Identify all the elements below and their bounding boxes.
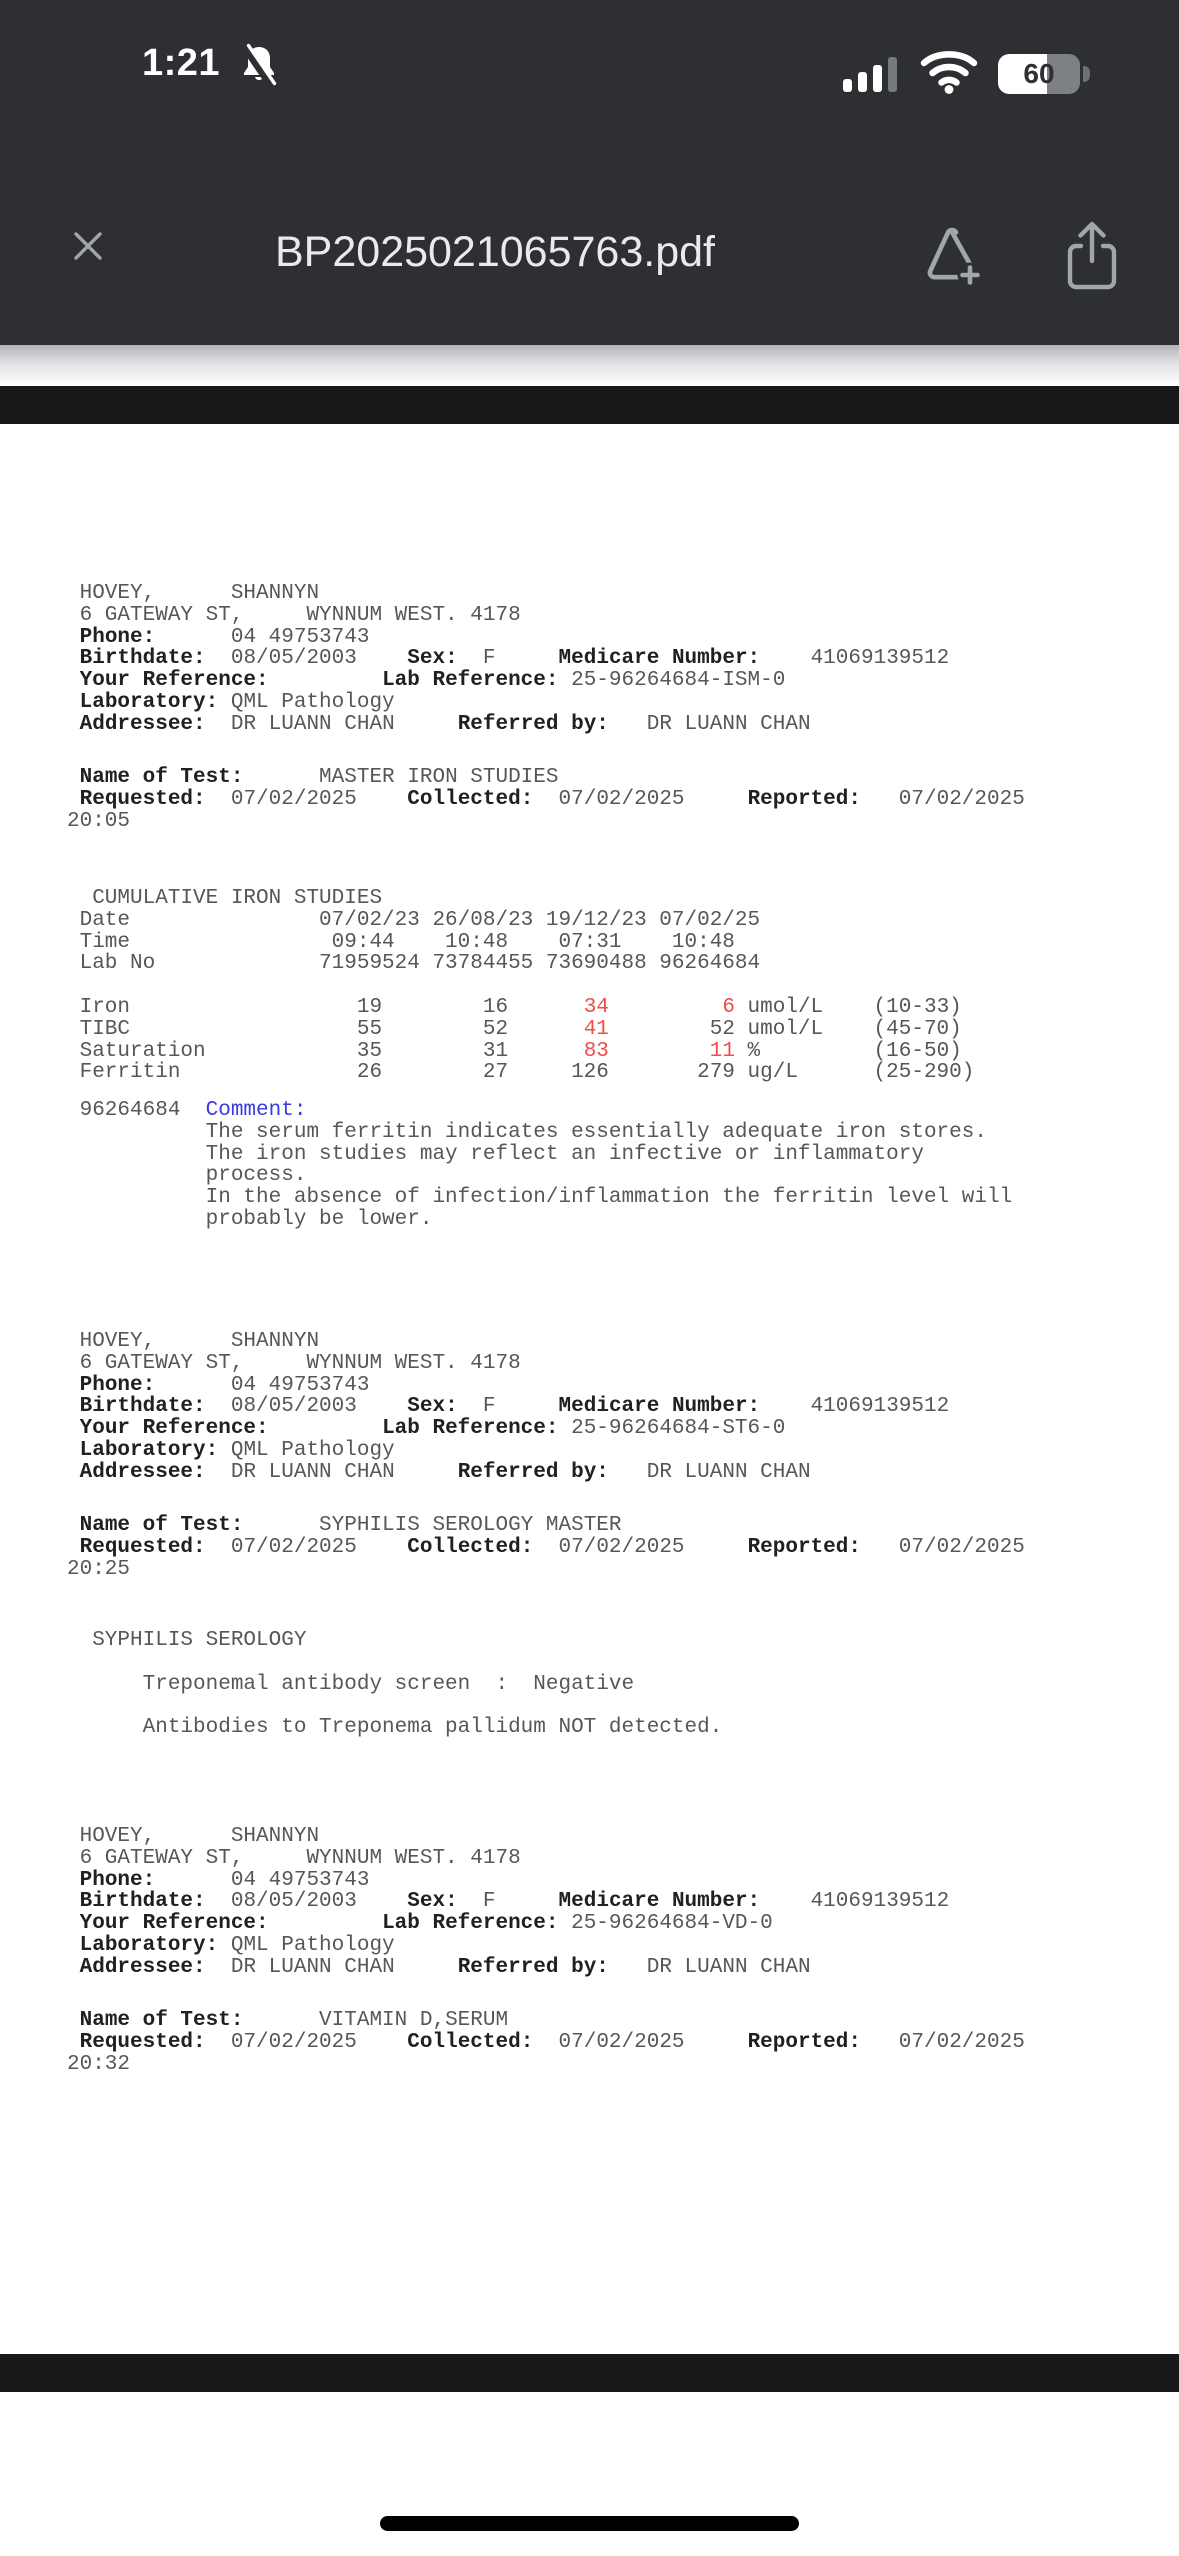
report-line: Date 07/02/23 26/08/23 19/12/23 07/02/25	[67, 908, 761, 932]
battery-cap	[1083, 66, 1090, 82]
report-line: The serum ferritin indicates essentially adequate iron stores.	[67, 1120, 987, 1144]
report-line: Requested: 07/02/2025 Collected: 07/02/2025 Reported: 07/02/2025	[79, 1535, 1025, 1559]
report-line: HOVEY, SHANNYN	[67, 1825, 320, 1848]
report-line: Saturation 35 31 83 11 % (16-50)	[67, 1039, 962, 1063]
patient-block-1	[67, 583, 949, 736]
home-indicator[interactable]	[380, 2516, 799, 2531]
cellular-signal-icon	[843, 54, 897, 92]
report-line: Iron 19 16 34 6 umol/L (10-33)	[67, 996, 962, 1019]
report-line: 6 GATEWAY ST, WYNNUM WEST. 4178	[67, 1351, 521, 1375]
report-line: SYPHILIS SEROLOGY	[67, 1629, 307, 1652]
report-line: Your Reference: Lab Reference: 25-96264684-ISM-0	[79, 669, 786, 693]
report-line: Antibodies to Treponema pallidum NOT detected.	[67, 1716, 723, 1740]
report-line: 96264684 Comment:	[67, 1099, 307, 1122]
report-line: Laboratory: QML Pathology	[79, 1933, 395, 1957]
add-to-drive-icon	[914, 220, 990, 301]
document-title: BP2025021065763.pdf	[275, 228, 715, 276]
report-line: Addressee: DR LUANN CHAN Referred by: DR LUANN CHAN	[79, 1955, 811, 1979]
report-line: 6 GATEWAY ST, WYNNUM WEST. 4178	[67, 1846, 521, 1870]
report-line: Birthdate: 08/05/2003 Sex: F Medicare Number: 41069139512	[79, 1890, 950, 1914]
header-shadow	[0, 345, 1179, 386]
close-x-icon	[67, 225, 109, 272]
report-line: Laboratory: QML Pathology	[79, 1438, 395, 1462]
top-chrome	[0, 0, 1179, 345]
report-line: CUMULATIVE IRON STUDIES	[67, 887, 383, 910]
report-line: HOVEY, SHANNYN	[67, 1330, 320, 1353]
report-line: Your Reference: Lab Reference: 25-96264684-ST6-0	[79, 1417, 786, 1441]
report-line: Birthdate: 08/05/2003 Sex: F Medicare Number: 41069139512	[79, 1395, 950, 1419]
report-line: TIBC 55 52 41 52 umol/L (45-70)	[67, 1017, 962, 1041]
report-line: Time 09:44 10:48 07:31 10:48	[67, 930, 735, 954]
report-line: 20:25	[67, 1557, 131, 1581]
report-line: Addressee: DR LUANN CHAN Referred by: DR LUANN CHAN	[79, 712, 811, 736]
cumulative-iron-studies-header	[67, 888, 760, 975]
battery-icon	[998, 54, 1080, 94]
page-gap-top	[0, 386, 1179, 424]
notifications-off-icon	[238, 42, 280, 93]
report-line: Laboratory: QML Pathology	[79, 690, 395, 714]
report-line: Name of Test: VITAMIN D,SERUM	[79, 2009, 509, 2032]
patient-block-2	[67, 1331, 949, 1484]
report-line: The iron studies may reflect an infective or inflammatory	[67, 1142, 924, 1166]
report-line: Phone: 04 49753743	[79, 1373, 370, 1397]
report-line: Your Reference: Lab Reference: 25-96264684-VD-0	[79, 1912, 773, 1936]
report-line: process.	[67, 1164, 307, 1188]
report-line: Name of Test: MASTER IRON STUDIES	[79, 766, 559, 789]
test-block-3	[67, 2010, 1025, 2075]
syphilis-serology-results	[67, 1630, 722, 1739]
close-button[interactable]	[58, 218, 118, 278]
report-line: Treponemal antibody screen : Negative	[67, 1672, 635, 1696]
status-time: 1:21	[142, 42, 221, 84]
report-line: HOVEY, SHANNYN	[67, 582, 320, 605]
report-line	[67, 1652, 722, 1674]
page-gap-bottom	[0, 2354, 1179, 2392]
report-line: In the absence of infection/inflammation the ferritin level will	[67, 1186, 1013, 1210]
test-block-1	[67, 767, 1025, 832]
comment-block	[67, 1100, 1012, 1231]
report-line: Requested: 07/02/2025 Collected: 07/02/2025 Reported: 07/02/2025	[79, 787, 1025, 811]
ios-share-icon	[1063, 219, 1121, 300]
add-to-drive-button[interactable]	[912, 218, 992, 302]
report-line: Requested: 07/02/2025 Collected: 07/02/2025 Reported: 07/02/2025	[79, 2030, 1025, 2054]
share-button[interactable]	[1056, 216, 1128, 302]
report-line: probably be lower.	[67, 1207, 433, 1231]
report-line	[67, 1695, 722, 1717]
report-line: Name of Test: SYPHILIS SEROLOGY MASTER	[79, 1514, 622, 1537]
report-line: Lab No 71959524 73784455 73690488 96264684	[67, 952, 761, 976]
patient-block-3	[67, 1826, 949, 1979]
test-block-2	[67, 1515, 1025, 1580]
report-line: 6 GATEWAY ST, WYNNUM WEST. 4178	[67, 603, 521, 627]
report-line: 20:05	[67, 809, 131, 833]
wifi-icon	[920, 50, 978, 99]
report-line: Ferritin 26 27 126 279 ug/L (25-290)	[67, 1061, 975, 1085]
report-line: Phone: 04 49753743	[79, 1868, 370, 1892]
report-line: Addressee: DR LUANN CHAN Referred by: DR LUANN CHAN	[79, 1460, 811, 1484]
report-line: Phone: 04 49753743	[79, 625, 370, 649]
report-line: Birthdate: 08/05/2003 Sex: F Medicare Number: 41069139512	[79, 647, 950, 671]
battery-percent: 60	[1023, 58, 1055, 89]
iron-results-table	[67, 997, 974, 1084]
report-line: 20:32	[67, 2052, 131, 2076]
